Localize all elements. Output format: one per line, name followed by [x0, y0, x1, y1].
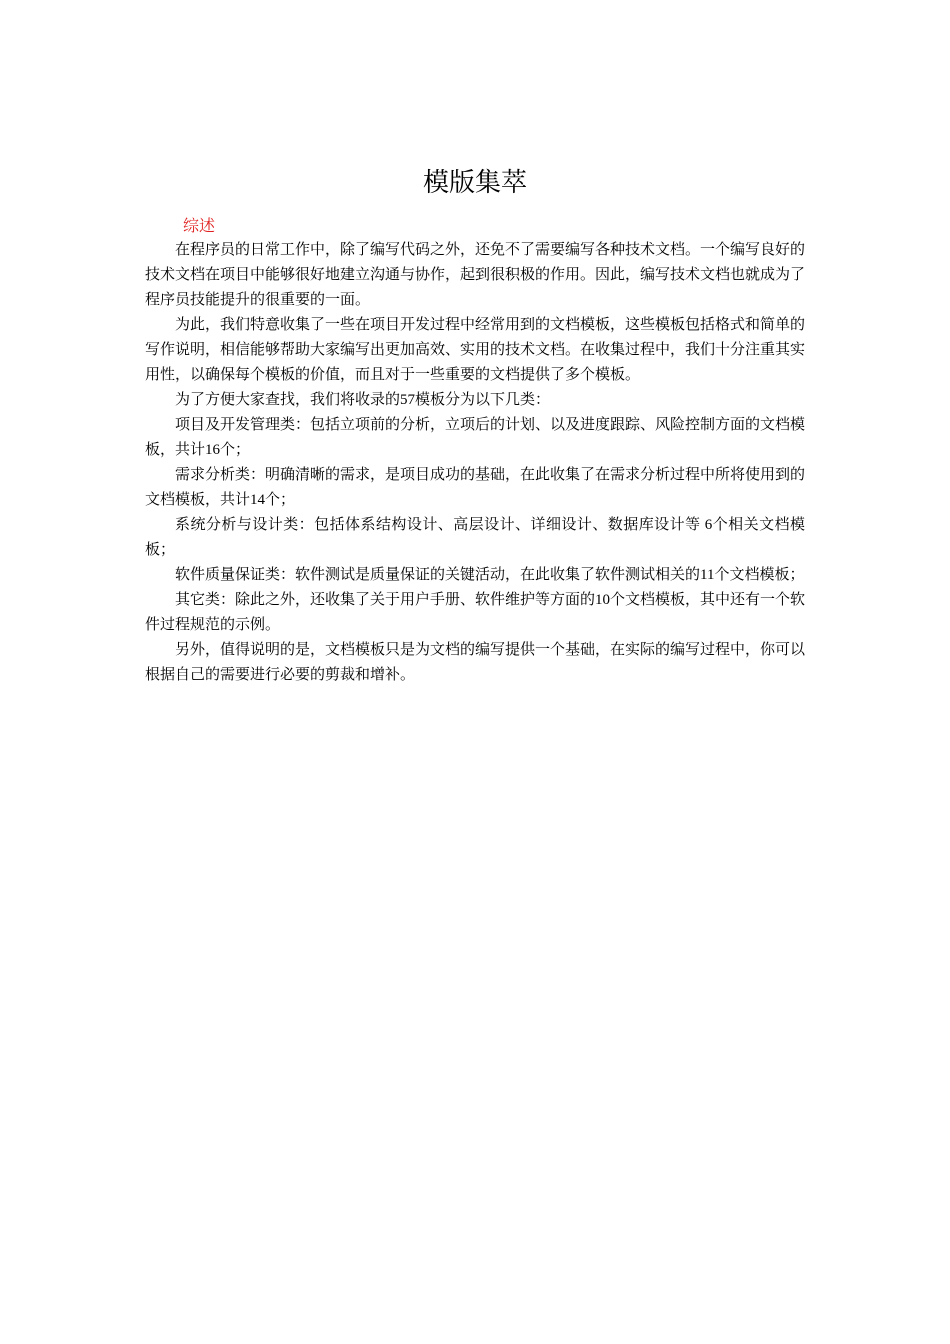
document-title: 模版集萃: [422, 168, 527, 198]
section-heading-overview: 综述: [183, 216, 216, 235]
paragraph-category-project-management: 项目及开发管理类：包括立项前的分析，立项后的计划、以及进度跟踪、风险控制方面的文档模板，共计16个；: [145, 417, 806, 458]
paragraph-purpose: 为此，我们特意收集了一些在项目开发过程中经常用到的文档模板，这些模板包括格式和简单的写作说明，相信能够帮助大家编写出更加高效、实用的技术文档。在收集过程中，我们十分注重其实用性，以确保每个模板的价值，而且对于一些重要的文档提供了多个模板。: [145, 317, 806, 383]
paragraph-category-quality: 软件质量保证类：软件测试是质量保证的关键活动，在此收集了软件测试相关的11个文档模板；: [175, 567, 805, 583]
paragraph-closing-note: 另外，值得说明的是，文档模板只是为文档的编写提供一个基础，在实际的编写过程中，你可以根据自己的需要进行必要的剪裁和增补。: [145, 642, 806, 683]
paragraph-intro: 在程序员的日常工作中，除了编写代码之外，还免不了需要编写各种技术文档。一个编写良好的技术文档在项目中能够很好地建立沟通与协作，起到很积极的作用。因此，编写技术文档也就成为了程序员技能提升的很重要的一面。: [145, 242, 806, 308]
paragraph-category-requirements: 需求分析类：明确清晰的需求，是项目成功的基础，在此收集了在需求分析过程中所将使用到的文档模板，共计14个；: [145, 467, 806, 508]
paragraph-categories-intro: 为了方便大家查找，我们将收录的57模板分为以下几类：: [175, 392, 551, 408]
document-body: [145, 238, 805, 688]
paragraph-category-design: 系统分析与设计类：包括体系结构设计、高层设计、详细设计、数据库设计等 6个相关文档模板；: [145, 517, 805, 558]
paragraph-category-other: 其它类：除此之外，还收集了关于用户手册、软件维护等方面的10个文档模板，其中还有一个软件过程规范的示例。: [145, 592, 806, 633]
